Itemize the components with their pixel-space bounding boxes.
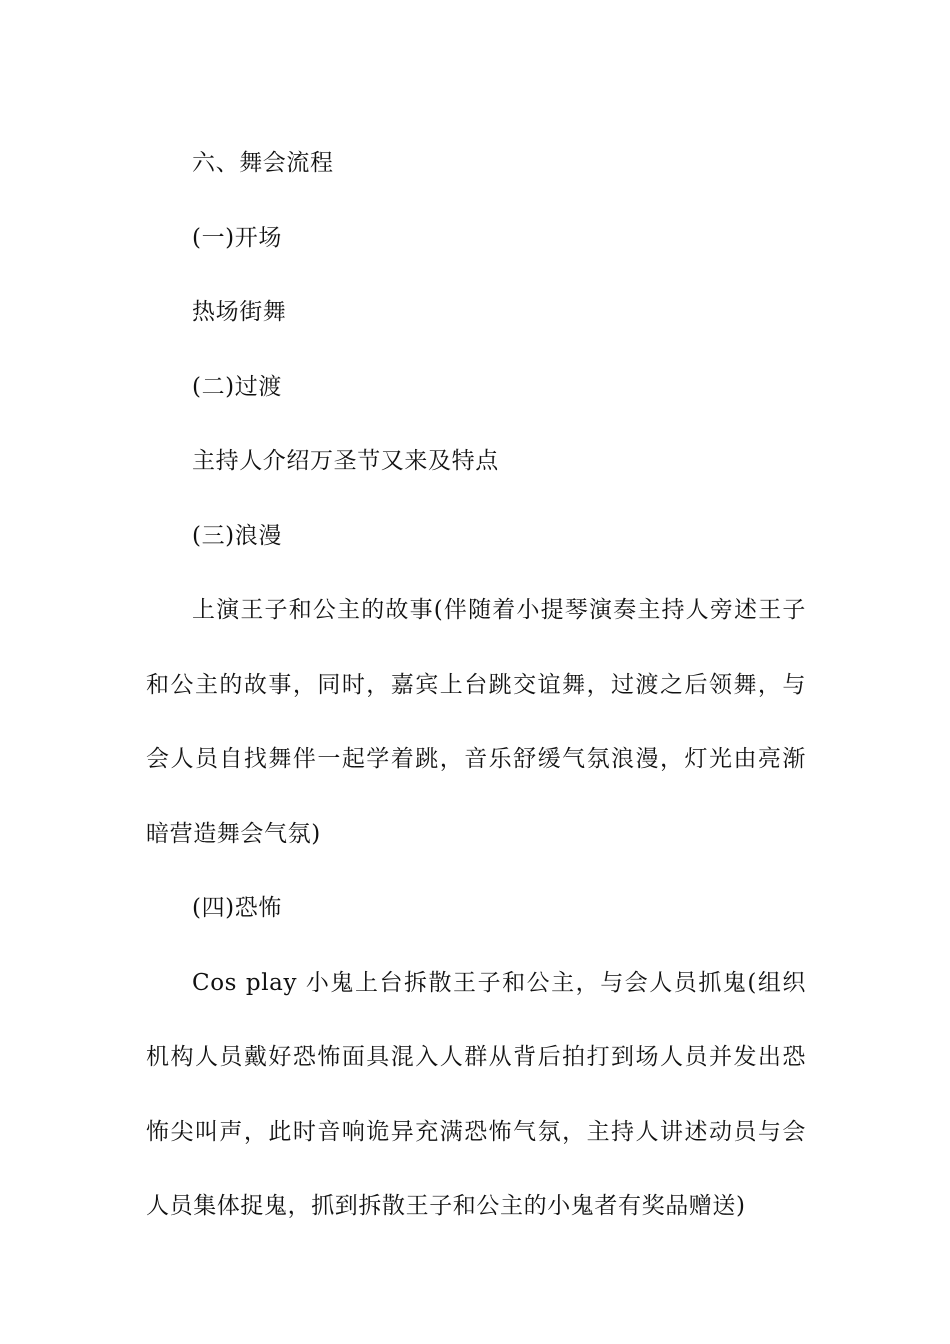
paragraph-romance: 上演王子和公主的故事(伴随着小提琴演奏主持人旁述王子和公主的故事，同时，嘉宾上台跳交谊舞，过渡之后领舞，与会人员自找舞伴一起学着跳，音乐舒缓气氛浪漫，灯光由亮渐暗营造舞会气氛): [146, 597, 806, 847]
subheading-horror: (四)恐怖: [192, 895, 282, 921]
paragraph-transition: 主持人介绍万圣节又来及特点: [192, 448, 499, 474]
subheading-opening: (一)开场: [192, 224, 282, 251]
subheading-transition: (二)过渡: [192, 373, 282, 400]
document-body: [146, 126, 806, 1244]
subheading-romance: (三)浪漫: [192, 522, 282, 549]
section-heading-dance-flow: 六、舞会流程: [192, 150, 334, 176]
paragraph-opening: 热场街舞: [192, 299, 287, 325]
paragraph-horror: Cos play 小鬼上台拆散王子和公主，与会人员抓鬼(组织机构人员戴好恐怖面具混入人群从背后拍打到场人员并发出恐怖尖叫声，此时音响诡异充满恐怖气氛，主持人讲述动员与会人员集体捉鬼，抓到拆散王子和公主的小鬼者有奖品赠送): [146, 969, 806, 1219]
